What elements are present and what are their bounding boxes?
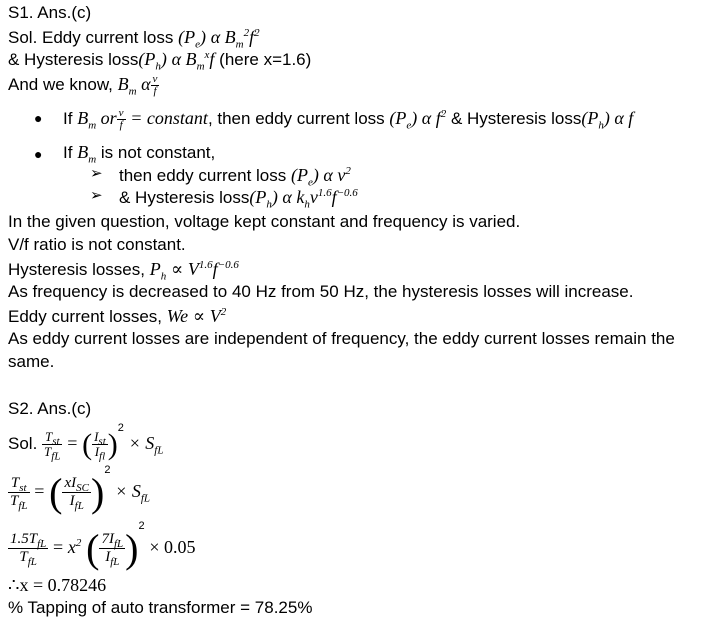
s2-result: ∴x = 0.78246 bbox=[8, 575, 107, 595]
s1-bullet1-if: If bbox=[63, 109, 73, 128]
s1-bullet1-then: , then eddy current loss bbox=[207, 109, 385, 128]
s1-freq-line: As frequency is decreased to 40 Hz from 50 Hz, the hysteresis losses will increase. bbox=[8, 282, 634, 301]
bullet-icon: ● bbox=[34, 146, 43, 162]
s1-know-line: And we know, $B_m$ α $\frac{v}{f}$ bbox=[8, 73, 158, 98]
s1-here-note: (here x=1.6) bbox=[219, 50, 312, 69]
s1-eddy-line: Sol. Eddy current loss $(P_e)$ α $B_m^2f^2$ bbox=[8, 27, 260, 51]
s1-bullet2: If $B_m$ is not constant, bbox=[63, 142, 216, 166]
s1-eddy-losses-line: Eddy current losses, $We \propto V^2$ bbox=[8, 306, 227, 326]
s2-heading: S2. Ans.(c) bbox=[8, 399, 92, 418]
s2-eq2: $T_{st}$ $T_{fL}$ = ( $xI_{SC}$ $I_{fL}$ )$^2 \times S_{fL}$ bbox=[10, 464, 151, 515]
bullet-icon: ● bbox=[34, 110, 43, 126]
s2-sol-eq: Sol. $T_{st}$ $T_{fL}$ = ( $I_{st}$ $I_{fl}$ )$^2 \times S_{fL}$ bbox=[8, 422, 164, 463]
s1-arrow1-text: then eddy current loss bbox=[119, 166, 287, 185]
s1-bullet1: If $B_m$ or $\frac{v}{f}$ = constant, then eddy current loss $(P_e)$ α $f^2$ & Hysteresis $loss(P_h)$ α f bbox=[63, 107, 634, 132]
s1-arrow2: & Hysteresis $loss(P_h)$ α $k_hv^{1.6}f^{-0.6}$ bbox=[119, 187, 358, 211]
s1-sol-text: Sol. Eddy current loss bbox=[8, 28, 174, 47]
s1-hyst-losses-text: Hysteresis losses, bbox=[8, 260, 145, 279]
s1-heading: S1. Ans.(c) bbox=[8, 3, 92, 22]
s1-bullet2-if: If bbox=[63, 143, 73, 162]
s1-indep-line: As eddy current losses are independent of frequency, the eddy current losses remain the bbox=[8, 329, 675, 348]
s1-same-line: same. bbox=[8, 352, 55, 371]
arrow-icon: ➢ bbox=[90, 165, 103, 182]
s1-arrow1: then eddy current loss $(P_e)$ α $v^2$ bbox=[119, 165, 351, 189]
s1-bullet2-rest: is not constant, bbox=[100, 143, 216, 162]
s1-hysteresis-line: & Hysteresis $loss(P_h)$ α $B_m^xf$ (here x=1.6) bbox=[8, 49, 312, 73]
arrow-icon: ➢ bbox=[90, 187, 103, 204]
s1-hyst-losses-line: Hysteresis losses, $P_h \propto V^{1.6}f^{-0.6}$ bbox=[8, 259, 239, 283]
s2-tapping: % Tapping of auto transformer = 78.25% bbox=[8, 598, 313, 617]
s1-eddy-losses-text: Eddy current losses, bbox=[8, 307, 163, 326]
s1-given-line: In the given question, voltage kept constant and frequency is varied. bbox=[8, 212, 521, 231]
s2-times-005: × 0.05 bbox=[149, 537, 196, 557]
s1-know-text: And we know, bbox=[8, 75, 113, 94]
s1-ratio-line: V/f ratio is not constant. bbox=[8, 235, 186, 254]
s2-sol-text: Sol. bbox=[8, 434, 38, 453]
s2-eq3: $1.5T_{fL}$ $T_{fL}$ = $x^2$ ( $7I_{fL}$ $I_{fL}$ )$^2$ × 0.05 bbox=[10, 520, 196, 571]
